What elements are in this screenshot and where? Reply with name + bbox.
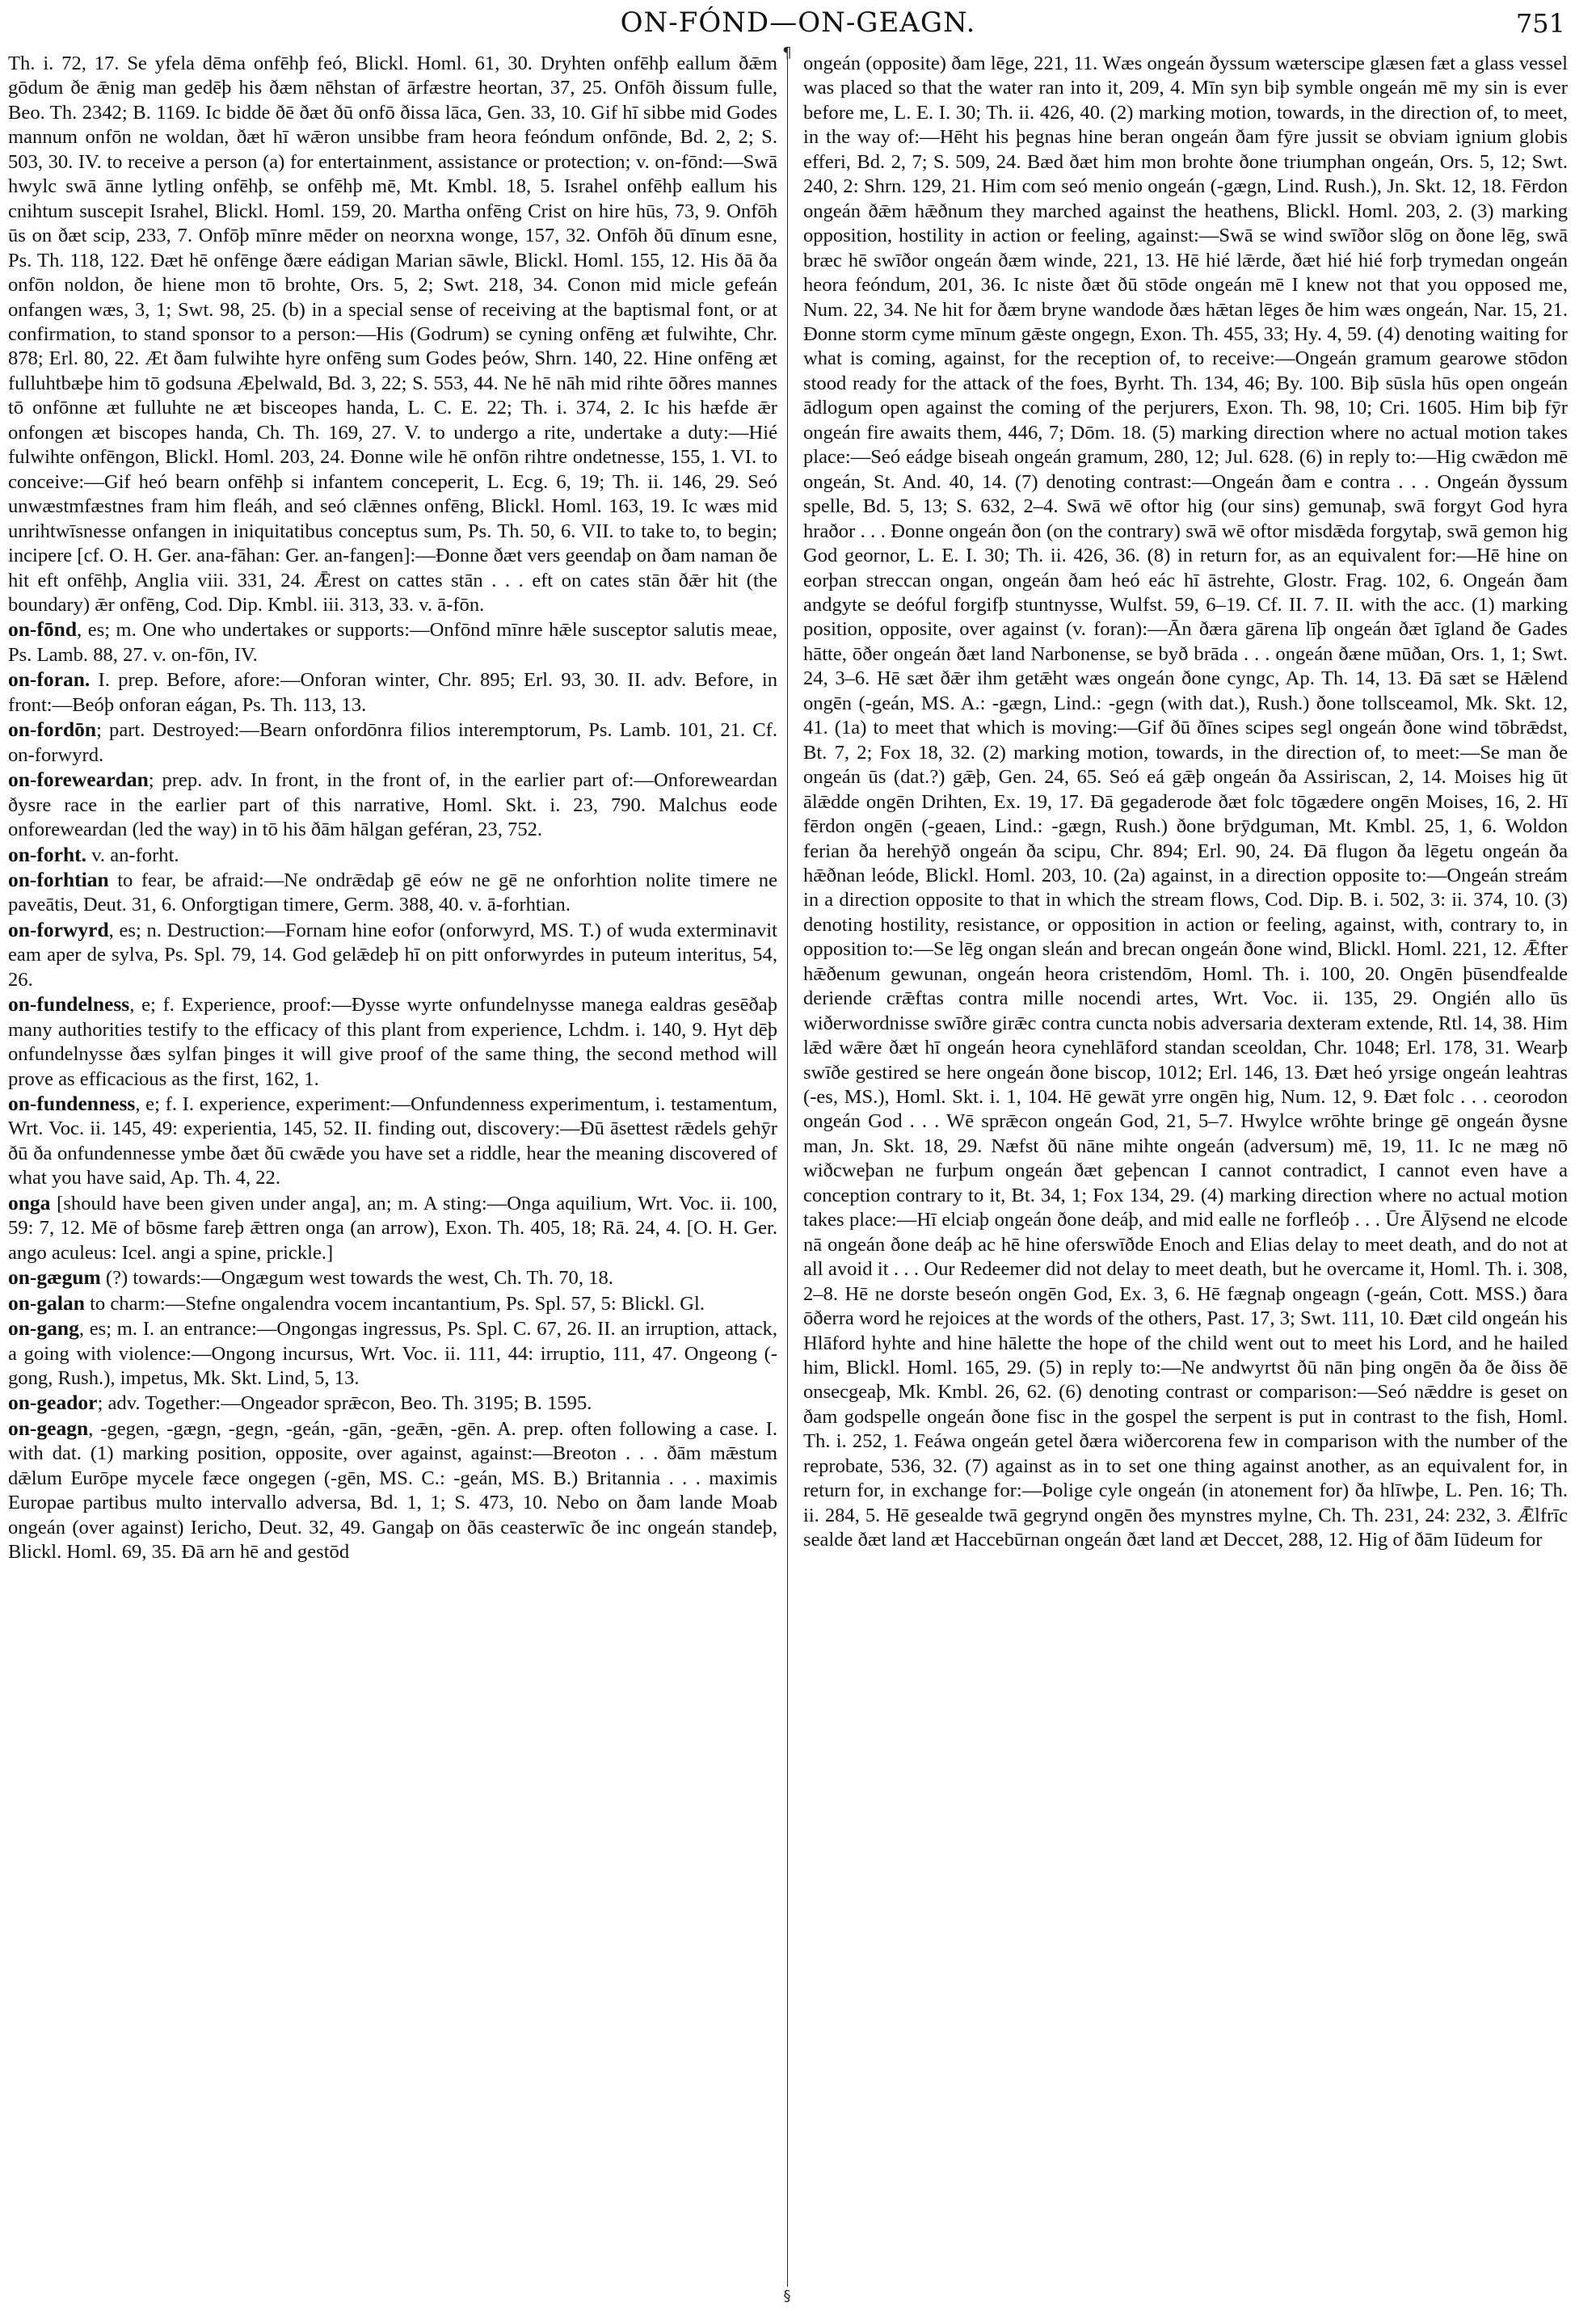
dictionary-entry xyxy=(8,667,777,718)
entry-body: , es; n. Destruction:—Fornam hine eofor (onforwyrd, MS. T.) of wuda exterminavit eam aper de sylva, Ps. Spl. 79, 14. God gelǣdeþ hī on pitt onforwyrdes in puteum interitus, 54, 26. xyxy=(8,919,777,991)
dictionary-entry xyxy=(8,718,777,768)
entry-headword: on-fundenness xyxy=(8,1092,136,1116)
page-title: ON-FÓND—ON-GEAGN. xyxy=(620,6,976,39)
dictionary-entry xyxy=(8,1191,777,1265)
column-rule-top-ornament: ¶ xyxy=(782,44,792,61)
entry-body: , -gegen, -gægn, -gegn, -geán, -gān, -geǣn, -gēn. A. prep. often following a case. I. with dat. (1) marking position, opposite, over against, against:—Breoton . . . ðām mǣstum dǣlum Eurōpe mycele fæce ongegen (-gēn, MS. C.: -geán, MS. B.) Britannia . . . maximis Europae partibus multo intervallo adversa, Bd. 1, 1; S. 473, 10. Nebo on ðam lande Moab ongeán (over against) Iericho, Deut. 32, 49. Gangaþ on ðās ceasterwīc ðe inc ongeán standeþ, Blickl. Homl. 69, 35. Ðā arn hē and gestōd xyxy=(8,1417,777,1564)
entry-headword: on-foreweardan xyxy=(8,768,149,792)
entry-headword: on-galan xyxy=(8,1290,85,1315)
page-number: 751 xyxy=(1515,8,1565,39)
entry-body: to charm:—Stefne ongalendra vocem incantantium, Ps. Spl. 57, 5: Blickl. Gl. xyxy=(84,1292,705,1315)
entry-body: v. an-forht. xyxy=(86,844,179,866)
entry-headword: on-fordōn xyxy=(8,718,97,742)
dictionary-entry xyxy=(8,1391,777,1416)
dictionary-entry xyxy=(8,617,777,667)
column-divider xyxy=(787,57,788,2287)
entry-headword: on-gang xyxy=(8,1316,79,1341)
dictionary-entry xyxy=(8,843,777,868)
right-column xyxy=(803,52,1568,2298)
entry-body: ; part. Destroyed:—Bearn onfordōnra filios interemptorum, Ps. Lamb. 101, 21. Cf. on-forwyrd. xyxy=(8,719,777,766)
dictionary-entry xyxy=(8,1291,777,1316)
dictionary-entry xyxy=(8,1092,777,1191)
entry-body: I. prep. Before, afore:—Onforan winter, Chr. 895; Erl. 93, 30. II. adv. Before, in front:—Beóþ onforan eágan, Ps. Th. 113, 13. xyxy=(8,669,777,716)
entry-headword: on-geagn xyxy=(8,1416,89,1440)
entry-headword: on-geador xyxy=(8,1391,98,1415)
entry-continuation: Th. i. 72, 17. Se yfela dēma onfēhþ feó, Blickl. Homl. 61, 30. Dryhten onfēhþ eallum ðǣm gōdum ðe ǣnig man gedēþ his ðæm nēhstan of ārfæstre heortan, 37, 25. Onfōh ðissum fulle, Beo. Th. 2342; B. 1169. Ic bidde ðē ðæt ðū onfō ðissa lāca, Gen. 33, 10. Gif hī sibbe mid Godes mannum onfōn ne woldan, ðæt hī wǣron unsibbe fram heora feóndum onfōnde, Bd. 2, 2; S. 503, 30. IV. to receive a person (a) for entertainment, assistance or protection; v. on-fōnd:—Swā hwylc swā ānne lytling onfēhþ, se onfēhþ mē, Mt. Kmbl. 18, 5. Israhel onfēhþ eallum his cnihtum suscepit Israhel, Blickl. Homl. 159, 20. Martha onfēng Crist on hire hūs, 73, 9. Onfōh ūs on ðæt scip, 233, 7. Onfōþ mīnre mēder on neorxna wonge, 157, 32. Onfōh ðū dīnum esne, Ps. Th. 118, 122. Ðæt hē onfēnge ðære eádigan Marian sāwle, Blickl. Homl. 155, 12. His ðā ða onfōn noldon, ðe hiene mon tō brohte, Ors. 5, 2; Swt. 218, 34. Conon mid micle gefeán onfangen wæs, 3, 1; Swt. 98, 25. (b) in a special sense of receiving at the baptismal font, or at confirmation, to stand sponsor to a person:—His (Godrum) se cyning onfēng æt fulwihte, Chr. 878; Erl. 80, 22. Æt ðam fulwihte hyre onfēng sum Godes þeów, Shrn. 140, 22. Hine onfēng æt fulluhtbæþe him tō godsuna Æþelwald, Bd. 3, 22; S. 553, 44. Ne hē nāh mid rihte ōðres mannes tō onfōnne æt fulluhte ne æt bisceopes handa, L. C. E. 22; Th. i. 374, 2. Ic his hæfde ǣr onfongen æt biscopes handa, Ch. Th. 169, 27. V. to undergo a rite, undertake a duty:—Hié fulwihte onfēngon, Blickl. Homl. 203, 24. Ðonne wile hē onfōn rihtre ondetnesse, 155, 1. VI. to conceive:—Gif heó bearn onfēhþ si infantem conceperit, L. Ecg. 6, 19; Th. ii. 146, 29. Seó unwæstmfæstnes fram him fleáh, and seó clǣnnes onfēng, Blickl. Homl. 163, 19. Ic wæs mid unrihtwīsnesse onfangen in iniquitatibus conceptus sum, Ps. Th. 50, 6. VII. to take to, to begin; incipere [cf. O. H. Ger. ana-fāhan: Ger. an-fangen]:—Ðonne ðæt vers geendaþ on ðam naman ðe hit eft onfēhþ, Anglia viii. 331, 24. Ǣrest on cattes stān . . . eft on cates stān ðǣr hit (the boundary) ǣr onfēng, Cod. Dip. Kmbl. iii. 313, 33. v. ā-fōn. xyxy=(8,53,777,616)
dictionary-entry xyxy=(8,1265,777,1290)
entry-body: , es; m. I. an entrance:—Ongongas ingressus, Ps. Spl. C. 67, 26. II. an irruption, attack, a going with violence:—Ongong incursus, Wrt. Voc. ii. 111, 44: irruptio, 111, 47. Ongeong (-gong, Rush.), impetus, Mk. Skt. Lind, 5, 13. xyxy=(8,1318,777,1390)
dictionary-entry xyxy=(8,1316,777,1391)
entry-body: to fear, be afraid:—Ne ondrǣdaþ gē eów ne gē ne onforhtion nolite timere ne paveātis, Deut. 31, 6. Onforgtigan timere, Germ. 388, 40. v. ā-forhtian. xyxy=(8,869,777,916)
entry-headword: on-gægum xyxy=(8,1265,101,1290)
entry-body: , e; f. Experience, proof:—Ðysse wyrte onfundelnysse manega ealdras gesēðaþ many authorities testify to the efficacy of this plant from experience, Lchdm. i. 140, 9. Hyt dēþ onfundelnysse ðæs sylfan þinges it will give proof of the same thing, the second method will prove as efficacious as the first, 162, 1. xyxy=(8,994,777,1090)
entry-headword: on-fōnd xyxy=(8,617,78,642)
entry-continuation-right: ongeán (opposite) ðam lēge, 221, 11. Wæs ongeán ðyssum wæterscipe glæsen fæt a glass vessel was placed so that the water ran into it, 209, 4. Mīn syn biþ symble ongeán mē my sin is ever before me, L. E. I. 30; Th. ii. 426, 40. (2) marking motion, towards, in the direction of, to meet, in the way of:—Hēht his þegnas hine beran ongeán ðam fȳre jussit se obviam ignium globis efferi, Bd. 2, 7; S. 509, 24. Bæd ðæt him mon brohte ðone triumphan ongeán, Ors. 5, 12; Swt. 240, 2: Shrn. 129, 21. Him com seó menio ongeán (-gægn, Lind. Rush.), Jn. Skt. 12, 18. Fērdon ongeán ðǣm hǣðnum they marched against the heathens, Blickl. Homl. 203, 2. (3) marking opposition, hostility in action or feeling, against:—Swā se wind swīðor slōg on ðone lēg, swā bræc hē swīðor ongeán ðæm winde, 221, 13. Hē hié lǣrde, ðæt hié hié forþ trymedan ongeán heora feóndum, 201, 36. Ic niste ðæt ðū stōde ongeán mē I knew not that you opposed me, Num. 22, 34. Ne hit for ðæm bryne wandode ðæs hǣtan lēges ðe him wæs ongeán, Nar. 15, 21. Ðonne storm cyme mīnum gǣste ongegn, Exon. Th. 455, 33; Hy. 4, 59. (4) denoting waiting for what is coming, against, for the reception of, to receive:—Ongeán gramum gearowe stōdon stood ready for the attack of the foes, Byrht. Th. 134, 46; By. 100. Biþ sūsla hūs open ongeán ādlogum open against the coming of the perjurers, Exon. Th. 98, 10; Cri. 1605. Him biþ fȳr ongeán fire awaits them, 446, 7; Dōm. 18. (5) marking direction where no actual motion takes place:—Seó eádge biseah ongeán gramum, 280, 12; Jul. 628. (6) in reply to:—Hig cwǣdon mē ongeán, St. And. 40, 14. (7) denoting contrast:—Ongeán ðam e contra . . . Ongeán ðyssum spelle, Bd. 5, 13; S. 632, 2–4. Swā wē oftor hig (our sins) gemunaþ, swā forgyt God hyra hraðor . . . Ðonne ongeán ðon (on the contrary) swā wē oftor misdǣda forgytaþ, swā gemon hig God geornor, L. E. I. 30; Th. ii. 426, 36. (8) in return for, as an equivalent for:—Hē hine on eorþan streccan ongan, ongeán ðam heó eác hī āstrehte, Glostr. Frag. 102, 6. Ongeán ðam andgyte se deóful forgifþ stuntnysse, Wulfst. 59, 6–19. Cf. II. 7. II. with the acc. (1) marking position, opposite, over against (v. foran):—Ān ðæra gārena līþ ongeán ðæt īgland ðe Gades hātte, ōðer ongeán ðæt land Narbonense, se byð brāda . . . ongeán ðæne mūðan, Ors. 1, 1; Swt. 24, 3–6. Hē sæt ðǣr ihm getǣht wæs ongeán ðone cyngc, Ap. Th. 14, 13. Ðā sæt se Hǣlend ongēn (-geán, MS. A.: -gægn, Lind.: -gegn (with dat.), Rush.) ðone tollsceamol, Mk. Skt. 12, 41. (1a) to meet that which is moving:—Gif ðū ðīnes scipes segl ongeán ðone wind tōbrǣdst, Bt. 7, 2; Fox 18, 32. (2) marking motion, towards, in the direction of, to meet:—Se man ðe ongeán ūs (dat.?) gǣþ, Gen. 24, 65. Seó eá gǣþ ongeán ða Assiriscan, 2, 14. Moises hig ūt ālǣdde ongēn Drihten, Ex. 19, 17. Ðā gegaderode ðæt folc tōgædere ongēn Moises, 16, 2. Hī fērdon ongēn (-geaen, Lind.: -gægn, Rush.) ðone brȳdguman, Mt. Kmbl. 25, 1, 6. Woldon ferian ða herehȳð ongeán ða scipu, Chr. 894; Erl. 90, 24. Ðā flugon ða lēgetu ongeán ða hǣðnan leóde, Blickl. Homl. 203, 10. (2a) against, in a direction opposite to:—Ongeán streám in a direction opposite to that in which the stream flows, Cod. Dip. B. i. 502, 3: ii. 374, 10. (3) denoting hostility, resistance, or opposition in action or feeling, against, with, contrary to, in opposition to:—Se lēg ongan sleán and brecan ongeán ðone wind, Blickl. Homl. 221, 12. Ǣfter hǣðenum gewunan, ongeán heora cristendōm, Homl. Th. i. 100, 20. Ongēn þūsendfealde deriende crǣftas contra mille nocendi artes, Wrt. Voc. ii. 135, 29. Ongién allo ūs wiðerwordnisse swīðre girǣc contra cuncta nobis adversaria dexteram extende, Rtl. 14, 38. Him lǣd wǣre ðæt hī ongeán heora cynehlāford standan sceoldan, Chr. 1048; Erl. 178, 31. Wearþ swīðe gestired se here ongeán ðone biscop, 1012; Erl. 146, 13. Ðæt heó yrsige ongeán leahtras (-es, MS.), Homl. Skt. i. 1, 104. Hē gewāt yrre ongēn hig, Num. 12, 9. Ðæt folc . . . ceorodon ongeán God . . . Wē sprǣcon ongeán God, 21, 5–7. Hwylce wrōhte bringe gē ongeán ðysne man, Jn. Skt. 18, 29. Næfst ðū nāne mihte ongeán (adversum) mē, 19, 11. Ic ne mæg nō wiðcweþan ne furþum ongeán ðæt geþencan I cannot contradict, I cannot even have a conception contrary to it, Bt. 34, 1; Fox 134, 29. (4) marking direction where no actual motion takes place:—Hī elciaþ ongeán ðone deáþ, and mid ealle ne forfleóþ . . . Ūre Ālȳsend ne elcode nā ongeán ðone deáþ ac hē hine oferswīðde Enoch and Elias delay to meet death, and do not at all avoid it . . . Our Redeemer did not delay to meet death, but he overcame it, Homl. Th. i. 308, 2–8. Hē ne dorste beseón ongēn God, Ex. 3, 6. Hē fægnaþ ongeagn (-geán, Cott. MSS.) ðara ōðerra word he rejoices at the words of the others, Past. 17, 3; Swt. 111, 10. Ðæt cild ongeán his Hlāford hyhte and hine hālette the hope of the child went out to meet his Lord, and he hailed him, Blickl. Homl. 165, 29. (5) in reply to:—Ne andwyrtst ðū nān þing ongēn ða ðe ðiss ðē onsecgeaþ, Mk. Kmbl. 26, 62. (6) denoting contrast or comparison:—Seó nǣddre is geset on ðam godspelle ongeán ðone fisc in the gospel the serpent is put in contrast to the fish, Homl. Th. i. 252, 1. Feáwa ongeán getel ðæra wiðercorena few in comparison with the number of the reprobate, 536, 32. (7) against as in to set one thing against another, as an equivalent for, in return for, in exchange for:—Þolige cyle ongeán (in atonement for) ða hlīwþe, L. Pen. 16; Th. ii. 284, 5. Hē gesealde twā gegrynd ongēn ðes mynstres mylne, Ch. Th. 231, 24: 232, 3. Ǣlfrīc sealde ðæt land æt Haccebūrnan ongeán ðæt land æt Deccet, 288, 12. Hig of ðām Iūdeum for xyxy=(803,53,1568,1551)
entry-headword: on-foran. xyxy=(8,667,91,692)
page-header xyxy=(0,0,1596,48)
entry-body: ; prep. adv. In front, in the front of, in the earlier part of:—Onforeweardan ðysre race in the earlier part of this narrative, Homl. Skt. i. 23, 790. Malchus eode onforeweardan (led the way) in tō his ðām hālgan geféran, 23, 752. xyxy=(8,769,777,841)
entry-headword: on-forwyrd xyxy=(8,917,109,941)
entry-headword: on-forht. xyxy=(8,842,87,866)
entry-headword: onga xyxy=(8,1190,51,1214)
entry-body: , e; f. I. experience, experiment:—Onfundenness experimentum, i. testamentum, Wrt. Voc. ii. 145, 49: experientia, 145, 52. II. finding out, discovery:—Ðū āsettest rǣdels gehȳr ðū ða onfundennesse ymbe ðæt ðū cwǣde you have set a riddle, hear the meaning discovered of what you have said, Ap. Th. 4, 22. xyxy=(8,1093,777,1189)
dictionary-entry xyxy=(8,918,777,992)
entry-body: [should have been given under anga], an; m. A sting:—Onga aquilium, Wrt. Voc. ii. 100, 59: 7, 12. Mē of bōsme fareþ ǣttren onga (an arrow), Exon. Th. 405, 18; Rā. 24, 4. [O. H. Ger. ango aculeus: Icel. angi a spine, prickle.] xyxy=(8,1192,777,1264)
left-column xyxy=(8,52,777,2298)
dictionary-entry xyxy=(8,1416,777,1565)
dictionary-entry xyxy=(8,768,777,842)
dictionary-entry xyxy=(8,868,777,918)
entry-body: , es; m. One who undertakes or supports:—Onfōnd mīnre hǣle susceptor salutis meae, Ps. Lamb. 88, 27. v. on-fōn, IV. xyxy=(8,619,777,666)
entry-body: (?) towards:—Ongægum west towards the west, Ch. Th. 70, 18. xyxy=(100,1267,613,1290)
entry-headword: on-fundelness xyxy=(8,992,130,1017)
entry-body: ; adv. Together:—Ongeador sprǣcon, Beo. Th. 3195; B. 1595. xyxy=(97,1392,592,1415)
entry-headword: on-forhtian xyxy=(8,867,109,891)
dictionary-entry xyxy=(8,992,777,1092)
column-rule-bottom-ornament: § xyxy=(783,2288,791,2305)
